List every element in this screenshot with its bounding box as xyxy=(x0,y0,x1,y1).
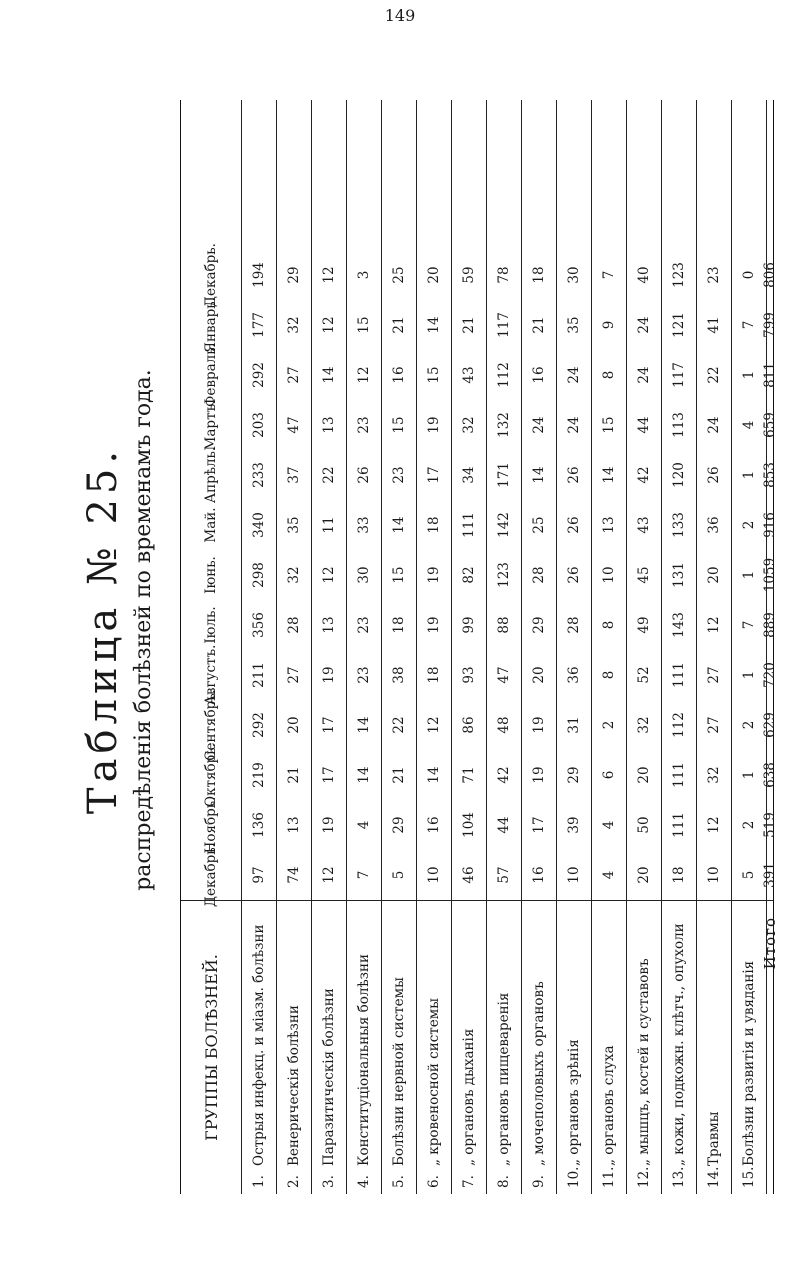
table-cell: 40 xyxy=(635,266,652,284)
table-cell: 21 xyxy=(390,316,407,334)
table-cell: 233 xyxy=(250,462,267,488)
row-number: 6. xyxy=(425,1175,442,1188)
table-cell: 111 xyxy=(460,512,477,538)
table-cell: 219 xyxy=(250,762,267,788)
total-cell: 659 xyxy=(761,412,778,438)
table-cell: 292 xyxy=(250,712,267,738)
table-cell: 7 xyxy=(740,620,757,630)
row-label-text: „ кожи, подкожн. клѣтч., опухоли xyxy=(670,923,687,1166)
table-cell: 32 xyxy=(635,716,652,734)
table-cell: 71 xyxy=(460,766,477,784)
table-cell: 20 xyxy=(705,566,722,584)
table-cell: 30 xyxy=(565,266,582,284)
table-cell: 42 xyxy=(495,766,512,784)
table-cell: 20 xyxy=(425,266,442,284)
table-cell: 22 xyxy=(705,366,722,384)
row-label xyxy=(346,900,381,1194)
table-cell: 21 xyxy=(460,316,477,334)
table-cell: 14 xyxy=(355,766,372,784)
month-header: Сентябрь. xyxy=(203,689,219,761)
table-cell: 26 xyxy=(705,466,722,484)
table-cell: 16 xyxy=(530,366,547,384)
month-header: Ноябрь. xyxy=(203,796,219,854)
table-cell: 24 xyxy=(530,416,547,434)
row-label-text: Острыя инфекц. и міазм. болѣзни xyxy=(250,924,267,1166)
row-number: 10. xyxy=(565,1166,582,1188)
table-cell: 19 xyxy=(530,716,547,734)
table-cell: 24 xyxy=(705,416,722,434)
table-cell: 0 xyxy=(740,270,757,280)
table-cell: 113 xyxy=(670,412,687,438)
table-cell: 28 xyxy=(565,616,582,634)
table-cell: 14 xyxy=(600,466,617,484)
table-cell: 123 xyxy=(495,562,512,588)
table-cell: 2 xyxy=(740,520,757,530)
row-label xyxy=(451,900,486,1194)
table-cell: 59 xyxy=(460,266,477,284)
table-cell: 131 xyxy=(670,562,687,588)
table-cell: 16 xyxy=(425,816,442,834)
row-label xyxy=(696,900,731,1194)
table-cell: 117 xyxy=(495,312,512,338)
table-cell: 10 xyxy=(705,866,722,884)
table-cell: 1 xyxy=(740,770,757,780)
row-number: 13. xyxy=(670,1166,687,1188)
table-cell: 36 xyxy=(705,516,722,534)
table-cell: 15 xyxy=(425,366,442,384)
total-cell: 720 xyxy=(761,662,778,688)
row-label xyxy=(661,900,696,1194)
table-cell: 32 xyxy=(460,416,477,434)
table-cell: 18 xyxy=(425,666,442,684)
table-cell: 26 xyxy=(355,466,372,484)
table-cell: 29 xyxy=(285,266,302,284)
table-cell: 4 xyxy=(600,870,617,880)
month-header: Январь. xyxy=(203,297,219,353)
row-label xyxy=(556,900,591,1194)
table-cell: 86 xyxy=(460,716,477,734)
total-cell: 811 xyxy=(761,362,778,388)
table-cell: 111 xyxy=(670,662,687,688)
table-cell: 44 xyxy=(495,816,512,834)
table-cell: 2 xyxy=(600,720,617,730)
table-title-sub: распредѣленія болѣзней по временамъ года. xyxy=(131,369,156,891)
table-cell: 14 xyxy=(320,366,337,384)
row-number: 3. xyxy=(320,1175,337,1188)
row-number: 4. xyxy=(355,1175,372,1188)
total-cell: 916 xyxy=(761,512,778,538)
table-cell: 13 xyxy=(320,616,337,634)
table-cell: 21 xyxy=(530,316,547,334)
total-cell: 1059 xyxy=(761,557,778,593)
table-cell: 24 xyxy=(565,416,582,434)
table-cell: 19 xyxy=(425,616,442,634)
table-cell: 24 xyxy=(635,316,652,334)
row-label xyxy=(381,900,416,1194)
row-label xyxy=(416,900,451,1194)
table-cell: 39 xyxy=(565,816,582,834)
table-cell: 27 xyxy=(285,366,302,384)
row-label-text: Болѣзни развитія и увяданія xyxy=(740,960,757,1166)
table-cell: 20 xyxy=(530,666,547,684)
table-cell: 2 xyxy=(740,720,757,730)
total-cell: 629 xyxy=(761,712,778,738)
table-cell: 16 xyxy=(390,366,407,384)
table-cell: 7 xyxy=(740,320,757,330)
month-header: Мартъ. xyxy=(203,399,219,451)
table-cell: 16 xyxy=(530,866,547,884)
table-cell: 14 xyxy=(530,466,547,484)
table-cell: 8 xyxy=(600,620,617,630)
table-cell: 13 xyxy=(320,416,337,434)
table-cell: 29 xyxy=(390,816,407,834)
table-cell: 29 xyxy=(565,766,582,784)
table-cell: 18 xyxy=(425,516,442,534)
table-cell: 19 xyxy=(320,666,337,684)
table-cell: 22 xyxy=(390,716,407,734)
table-cell: 15 xyxy=(355,316,372,334)
table-cell: 27 xyxy=(705,716,722,734)
table-cell: 23 xyxy=(355,616,372,634)
month-header: Декабрь. xyxy=(203,843,219,907)
total-cell: 806 xyxy=(761,262,778,288)
table-cell: 46 xyxy=(460,866,477,884)
table-cell: 18 xyxy=(530,266,547,284)
table-cell: 10 xyxy=(425,866,442,884)
row-number: 9. xyxy=(530,1175,547,1188)
table-cell: 37 xyxy=(285,466,302,484)
table-cell: 1 xyxy=(740,570,757,580)
month-header: Іюнь. xyxy=(203,556,219,594)
table-cell: 18 xyxy=(390,616,407,634)
table-cell: 97 xyxy=(250,866,267,884)
table-cell: 7 xyxy=(355,870,372,880)
table-cell: 34 xyxy=(460,466,477,484)
table-cell: 30 xyxy=(355,566,372,584)
table-cell: 203 xyxy=(250,412,267,438)
row-label xyxy=(311,900,346,1194)
table-cell: 18 xyxy=(670,866,687,884)
table-cell: 112 xyxy=(495,362,512,388)
row-number: 15. xyxy=(740,1166,757,1188)
table-cell: 28 xyxy=(530,566,547,584)
table-cell: 9 xyxy=(600,320,617,330)
table-cell: 26 xyxy=(565,566,582,584)
table-cell: 14 xyxy=(390,516,407,534)
table-cell: 12 xyxy=(705,816,722,834)
table-cell: 5 xyxy=(740,870,757,880)
table-cell: 27 xyxy=(705,666,722,684)
table-cell: 12 xyxy=(320,566,337,584)
table-cell: 1 xyxy=(740,370,757,380)
table-cell: 24 xyxy=(635,366,652,384)
table-cell: 29 xyxy=(530,616,547,634)
table-cell: 15 xyxy=(390,566,407,584)
row-label xyxy=(241,900,276,1194)
group-header: ГРУППЫ БОЛѢЗНЕЙ. xyxy=(181,900,241,1194)
table-cell: 20 xyxy=(285,716,302,734)
total-cell: 799 xyxy=(761,312,778,338)
row-number: 7. xyxy=(460,1175,477,1188)
table-cell: 177 xyxy=(250,312,267,338)
table-cell: 23 xyxy=(705,266,722,284)
table-cell: 171 xyxy=(495,462,512,488)
row-label-text: Болѣзни нервной системы xyxy=(390,977,407,1166)
table-cell: 2 xyxy=(740,820,757,830)
table-cell: 31 xyxy=(565,716,582,734)
table-cell: 12 xyxy=(320,866,337,884)
table-cell: 93 xyxy=(460,666,477,684)
table-cell: 57 xyxy=(495,866,512,884)
table-cell: 13 xyxy=(600,516,617,534)
table-cell: 25 xyxy=(390,266,407,284)
row-label-text: „ органовъ слуха xyxy=(600,1045,617,1166)
table-cell: 33 xyxy=(355,516,372,534)
row-number: 8. xyxy=(495,1175,512,1188)
table-cell: 194 xyxy=(250,262,267,288)
table-cell: 19 xyxy=(425,416,442,434)
table-cell: 10 xyxy=(565,866,582,884)
row-label-text: „ мочеполовыхъ органовъ xyxy=(530,981,547,1166)
table-cell: 24 xyxy=(565,366,582,384)
row-label-text: „ кровеносной системы xyxy=(425,997,442,1166)
totals-label: Итого xyxy=(766,900,773,1194)
table-cell: 44 xyxy=(635,416,652,434)
table-cell: 25 xyxy=(530,516,547,534)
table-cell: 123 xyxy=(670,262,687,288)
table-cell: 111 xyxy=(670,762,687,788)
table-cell: 292 xyxy=(250,362,267,388)
table-cell: 5 xyxy=(390,870,407,880)
table-cell: 21 xyxy=(285,766,302,784)
table-cell: 45 xyxy=(635,566,652,584)
table-cell: 26 xyxy=(565,466,582,484)
row-label-text: Паразитическія болѣзни xyxy=(320,988,337,1166)
total-cell: 853 xyxy=(761,462,778,488)
table-cell: 43 xyxy=(635,516,652,534)
table-cell: 43 xyxy=(460,366,477,384)
table-cell: 23 xyxy=(390,466,407,484)
row-label xyxy=(486,900,521,1194)
table-cell: 27 xyxy=(285,666,302,684)
table-cell: 7 xyxy=(600,270,617,280)
table-cell: 136 xyxy=(250,812,267,838)
table-title xyxy=(80,130,180,1130)
month-header: Августъ. xyxy=(203,644,219,706)
month-header: Декабрь. xyxy=(203,243,219,307)
table-cell: 4 xyxy=(600,820,617,830)
table-cell: 22 xyxy=(320,466,337,484)
row-label-text: „ органовъ пищеваренія xyxy=(495,992,512,1166)
table-cell: 20 xyxy=(635,866,652,884)
row-label-text: Конституціональныя болѣзни xyxy=(355,954,372,1166)
table-cell: 8 xyxy=(600,670,617,680)
table-cell: 1 xyxy=(740,670,757,680)
table-cell: 104 xyxy=(460,812,477,838)
table-cell: 48 xyxy=(495,716,512,734)
table-cell: 121 xyxy=(670,312,687,338)
table-cell: 11 xyxy=(320,516,337,534)
table-cell: 12 xyxy=(320,266,337,284)
month-header: Іюль. xyxy=(203,606,219,644)
row-number: 11. xyxy=(600,1166,617,1188)
table-cell: 3 xyxy=(355,270,372,280)
table-cell: 19 xyxy=(530,766,547,784)
table-cell: 211 xyxy=(250,662,267,688)
table-cell: 78 xyxy=(495,266,512,284)
table-cell: 88 xyxy=(495,616,512,634)
table-cell: 26 xyxy=(565,516,582,534)
table-cell: 38 xyxy=(390,666,407,684)
page-number: 149 xyxy=(384,6,416,25)
table-cell: 6 xyxy=(600,770,617,780)
table-cell: 32 xyxy=(705,766,722,784)
total-cell: 391 xyxy=(761,862,778,888)
table-cell: 23 xyxy=(355,416,372,434)
table-cell: 17 xyxy=(320,716,337,734)
month-header: Май. xyxy=(203,507,219,543)
table-cell: 1 xyxy=(740,470,757,480)
month-header: Февраль. xyxy=(203,343,219,407)
table-cell: 143 xyxy=(670,612,687,638)
table-cell: 4 xyxy=(740,420,757,430)
table-cell: 19 xyxy=(425,566,442,584)
total-cell: 889 xyxy=(761,612,778,638)
table-cell: 13 xyxy=(285,816,302,834)
row-label xyxy=(521,900,556,1194)
table-cell: 133 xyxy=(670,512,687,538)
row-number: 12. xyxy=(635,1166,652,1188)
row-label-text: „ органовъ зрѣнія xyxy=(565,1039,582,1166)
total-cell: 638 xyxy=(761,762,778,788)
table-cell: 49 xyxy=(635,616,652,634)
row-label-text: Венерическія болѣзни xyxy=(285,1005,302,1166)
row-number: 1. xyxy=(250,1175,267,1188)
table-cell: 14 xyxy=(425,766,442,784)
table-cell: 35 xyxy=(285,516,302,534)
table-cell: 111 xyxy=(670,812,687,838)
table-cell: 47 xyxy=(495,666,512,684)
total-cell: 519 xyxy=(761,812,778,838)
table-cell: 15 xyxy=(390,416,407,434)
table-cell: 17 xyxy=(530,816,547,834)
table-cell: 20 xyxy=(635,766,652,784)
table-cell: 112 xyxy=(670,712,687,738)
table-cell: 99 xyxy=(460,616,477,634)
table-cell: 74 xyxy=(285,866,302,884)
table-cell: 12 xyxy=(425,716,442,734)
table-cell: 8 xyxy=(600,370,617,380)
table-cell: 12 xyxy=(320,316,337,334)
table-cell: 32 xyxy=(285,566,302,584)
row-label xyxy=(276,900,311,1194)
table-cell: 42 xyxy=(635,466,652,484)
table-cell: 298 xyxy=(250,562,267,588)
month-header: Апрѣль. xyxy=(203,446,219,504)
table-cell: 21 xyxy=(390,766,407,784)
month-header: Октябрь. xyxy=(203,743,219,807)
table-cell: 10 xyxy=(600,566,617,584)
table-cell: 52 xyxy=(635,666,652,684)
table-cell: 28 xyxy=(285,616,302,634)
table-cell: 17 xyxy=(425,466,442,484)
table-cell: 132 xyxy=(495,412,512,438)
table-cell: 50 xyxy=(635,816,652,834)
table-cell: 4 xyxy=(355,820,372,830)
table-cell: 32 xyxy=(285,316,302,334)
table-cell: 35 xyxy=(565,316,582,334)
table-cell: 356 xyxy=(250,612,267,638)
row-number: 14. xyxy=(705,1166,722,1188)
table-cell: 47 xyxy=(285,416,302,434)
row-label xyxy=(626,900,661,1194)
table-title-main: Таблица № 25. xyxy=(80,445,126,815)
table-cell: 19 xyxy=(320,816,337,834)
row-label-text: Травмы xyxy=(705,1111,722,1166)
table-cell: 23 xyxy=(355,666,372,684)
table-cell: 82 xyxy=(460,566,477,584)
row-label-text: „ органовъ дыханія xyxy=(460,1028,477,1166)
table-cell: 36 xyxy=(565,666,582,684)
table-cell: 12 xyxy=(355,366,372,384)
table-cell: 14 xyxy=(355,716,372,734)
table-cell: 12 xyxy=(705,616,722,634)
disease-table xyxy=(180,100,779,1194)
table-cell: 17 xyxy=(320,766,337,784)
row-label-text: „ мышцъ, костей и суставовъ xyxy=(635,958,652,1166)
table-cell: 120 xyxy=(670,462,687,488)
table-cell: 41 xyxy=(705,316,722,334)
row-number: 5. xyxy=(390,1175,407,1188)
row-number: 2. xyxy=(285,1175,302,1188)
table-cell: 340 xyxy=(250,512,267,538)
table-cell: 14 xyxy=(425,316,442,334)
row-label xyxy=(591,900,626,1194)
table-cell: 117 xyxy=(670,362,687,388)
table-cell: 142 xyxy=(495,512,512,538)
table-cell: 15 xyxy=(600,416,617,434)
